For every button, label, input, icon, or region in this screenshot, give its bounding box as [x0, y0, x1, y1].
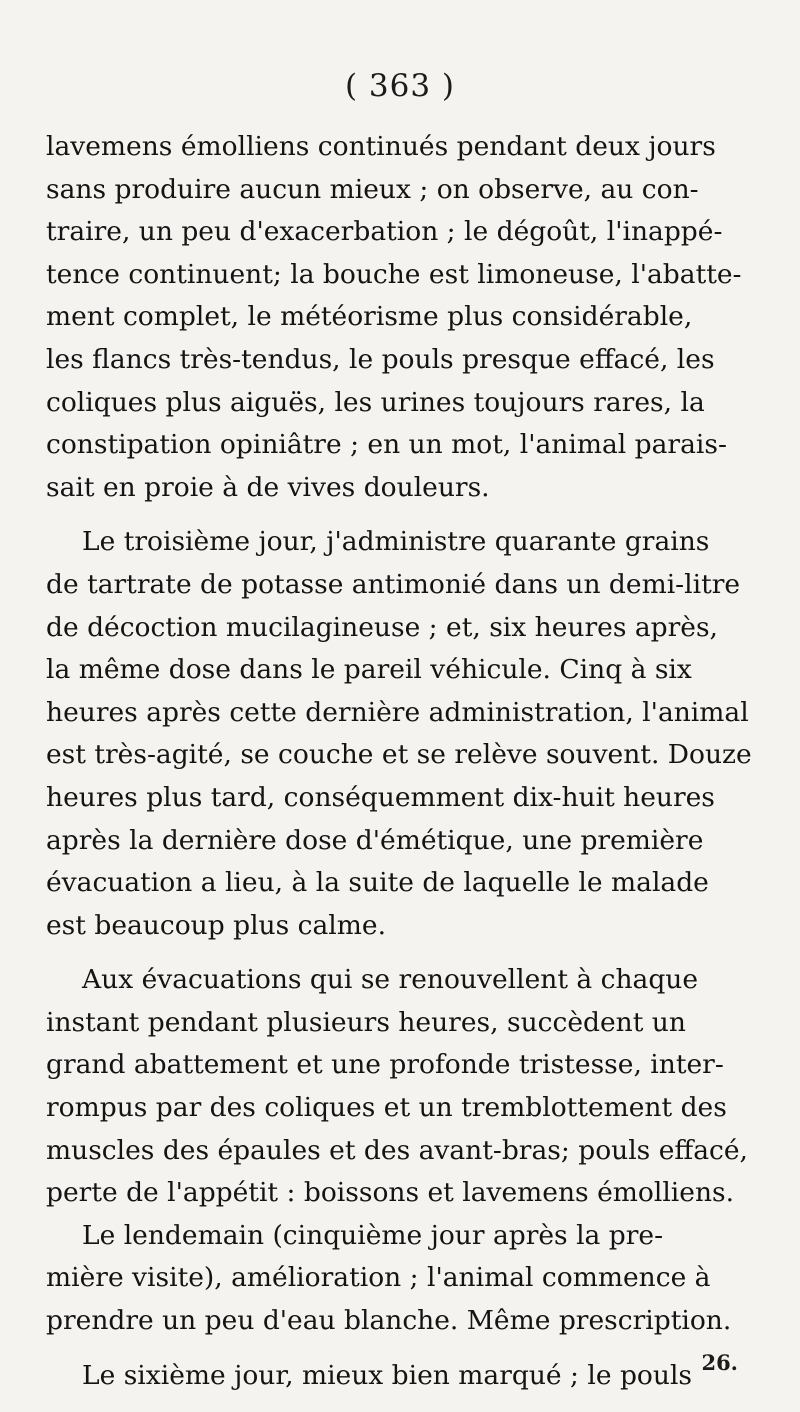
text-line: évacuation a lieu, à la suite de laquelle le malade: [46, 867, 709, 899]
paragraph-4: [46, 1355, 752, 1398]
text-line: Le lendemain (cinquième jour après la pre-: [82, 1219, 664, 1251]
text-line: sans produire aucun mieux ; on observe, au con-: [46, 173, 699, 205]
text-line: de décoction mucilagineuse ; et, six heures après,: [46, 611, 718, 643]
text-line: ment complet, le météorisme plus considérable,: [46, 301, 693, 333]
text-line: Le troisième jour, j'administre quarante grains: [82, 526, 710, 558]
page-number: ( 363 ): [344, 68, 456, 104]
text-line: muscles des épaules et des avant-bras; pouls effacé,: [46, 1134, 748, 1166]
text-line: traire, un peu d'exacerbation ; le dégoût, l'inappé-: [46, 216, 723, 248]
paragraph-2: [46, 521, 752, 947]
paragraph-3: [46, 959, 752, 1342]
text-line: mière visite), amélioration ; l'animal commence à: [46, 1262, 711, 1294]
text-line: instant pendant plusieurs heures, succèdent un: [46, 1006, 686, 1038]
text-line: prendre un peu d'eau blanche. Même prescription.: [46, 1305, 732, 1337]
text-line: grand abattement et une profonde tristesse, inter-: [46, 1049, 724, 1081]
text-line: lavemens émolliens continués pendant deux jours: [46, 131, 716, 162]
body-text: [46, 126, 752, 1397]
text-line: perte de l'appétit : boissons et lavemens émolliens.: [46, 1177, 735, 1209]
text-line: est beaucoup plus calme.: [46, 909, 386, 941]
text-line: tence continuent; la bouche est limoneuse, l'abatte-: [46, 258, 742, 290]
text-line: après la dernière dose d'émétique, une première: [46, 824, 704, 856]
text-line: rompus par des coliques et un tremblottement des: [46, 1092, 727, 1124]
text-line: de tartrate de potasse antimonié dans un demi-litre: [46, 568, 741, 600]
text-line: heures plus tard, conséquemment dix-huit heures: [46, 781, 715, 813]
text-line: la même dose dans le pareil véhicule. Cinq à six: [46, 654, 692, 686]
text-line: Aux évacuations qui se renouvellent à chaque: [82, 964, 699, 996]
paragraph-1: [46, 126, 752, 509]
text-line: est très-agité, se couche et se relève souvent. Douze: [46, 739, 752, 771]
text-line: coliques plus aiguës, les urines toujours rares, la: [46, 386, 705, 418]
signature-mark: 26.: [701, 1350, 738, 1375]
text-line: heures après cette dernière administration, l'animal: [46, 696, 749, 728]
text-line: sait en proie à de vives douleurs.: [46, 471, 490, 503]
text-line: les flancs très-tendus, le pouls presque effacé, les: [46, 343, 715, 375]
text-line: constipation opiniâtre ; en un mot, l'animal parais-: [46, 429, 727, 461]
text-line: Le sixième jour, mieux bien marqué ; le pouls: [82, 1359, 693, 1391]
